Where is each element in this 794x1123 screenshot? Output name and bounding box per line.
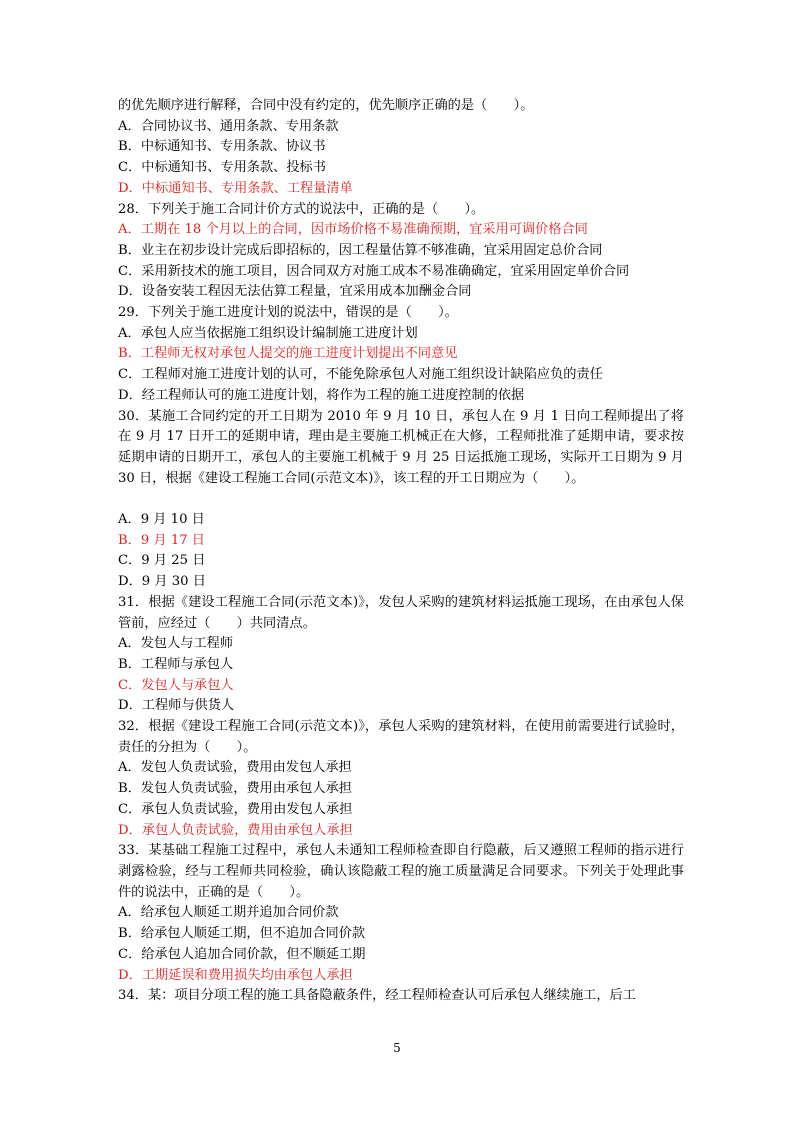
q31-option-d: D．工程师与供货人 bbox=[118, 698, 235, 714]
line-8: B．业主在初步设计完成后即招标的，因工程量估算不够准确，宜采用固定总价合同 bbox=[118, 242, 603, 258]
q33-option-b: B．给承包人顺延工期，但不追加合同价款 bbox=[118, 926, 366, 942]
q30-option-c: C．9 月 25 日 bbox=[118, 553, 206, 569]
line-13: B．工程师无权对承包人提交的施工进度计划提出不同意见 bbox=[118, 346, 458, 362]
page-number: 5 bbox=[393, 1041, 401, 1055]
q33-option-d: D．工期延误和费用损失均由承包人承担 bbox=[118, 967, 353, 983]
q33-option-c: C．给承包人追加合同价款，但不顺延工期 bbox=[118, 946, 366, 962]
blank-line bbox=[118, 489, 684, 510]
line-11: 29．下列关于施工进度计划的说法中，错误的是（ ）。 bbox=[118, 305, 458, 321]
q31-option-a: A．发包人与工程师 bbox=[118, 636, 234, 652]
question-31-stem: 31．根据《建设工程施工合同(示范文本)》，发包人采购的建筑材料运抵施工现场，在由承包人保管前，应经过（ ）共同清点。 bbox=[118, 594, 684, 631]
q31-option-b: B．工程师与承包人 bbox=[118, 656, 234, 672]
question-34-stem: 34．某：项目分项工程的施工具备隐蔽条件，经工程师检查认可后承包人继续施工，后工 bbox=[118, 988, 636, 1004]
line-2: A．合同协议书、通用条款、专用条款 bbox=[118, 118, 339, 134]
q30-option-d: D．9 月 30 日 bbox=[118, 574, 206, 590]
line-12: A．承包人应当依据施工组织设计编制施工进度计划 bbox=[118, 325, 418, 341]
line-14: C．工程师对施工进度计划的认可，不能免除承包人对施工组织设计缺陷应负的责任 bbox=[118, 367, 603, 383]
line-3: B．中标通知书、专用条款、协议书 bbox=[118, 139, 326, 155]
line-6: 28．下列关于施工合同计价方式的说法中，正确的是（ ）。 bbox=[118, 201, 485, 217]
line-15: D．经工程师认可的施工进度计划，将作为工程的施工进度控制的依据 bbox=[118, 387, 525, 403]
q31-option-c: C．发包人与承包人 bbox=[118, 677, 234, 693]
document-body bbox=[118, 96, 684, 1007]
q32-option-c: C．承包人负责试验，费用由发包人承担 bbox=[118, 801, 353, 817]
q33-option-a: A．给承包人顺延工期并追加合同价款 bbox=[118, 905, 339, 921]
line-9: C．采用新技术的施工项目，因合同双方对施工成本不易准确确定，宜采用固定单价合同 bbox=[118, 263, 630, 279]
line-4: C．中标通知书、专用条款、投标书 bbox=[118, 160, 326, 176]
q30-option-b: B．9 月 17 日 bbox=[118, 532, 205, 548]
question-33-stem: 33．某基础工程施工过程中，承包人未通知工程师检查即自行隐蔽，后又遵照工程师的指示进行剥露检验，经与工程师共同检验，确认该隐蔽工程的施工质量满足合同要求。下列关于处理此事件的说法中，正确的是（ ）。 bbox=[118, 843, 684, 900]
q32-option-b: B．发包人负责试验，费用由承包人承担 bbox=[118, 781, 352, 797]
q32-option-a: A．发包人负责试验，费用由发包人承担 bbox=[118, 760, 352, 776]
q30-option-a: A．9 月 10 日 bbox=[118, 512, 205, 528]
line-10: D．设备安装工程因无法估算工程量，宜采用成本加酬金合同 bbox=[118, 284, 472, 300]
question-30-stem: 30．某施工合同约定的开工日期为 2010 年 9 月 10 日，承包人在 9 月 1 日向工程师提出了将在 9 月 17 日开工的延期申请，理由是主要施工机械正在大修，工程师批准了延期申请，要求按延期申请的日期开工，承包人的主要施工机械于 9 月 25 日运抵施工现场，实际开工日期为 9 月 30 日，根据《建设工程施工合同(示范文本)》，该工程的开工日期应为（ ）。 bbox=[118, 408, 684, 486]
question-32-stem: 32．根据《建设工程施工合同(示范文本)》，承包人采购的建筑材料，在使用前需要进行试验时，责任的分担为（ ）。 bbox=[118, 719, 684, 755]
line-7: A．工期在 18 个月以上的合同，因市场价格不易准确预期，宜采用可调价格合同 bbox=[118, 222, 588, 238]
line-5: D．中标通知书、专用条款、工程量清单 bbox=[118, 180, 353, 196]
line-1: 的优先顺序进行解释，合同中没有约定的，优先顺序正确的是（ ）。 bbox=[118, 98, 534, 113]
q32-option-d: D．承包人负责试验，费用由承包人承担 bbox=[118, 822, 353, 838]
